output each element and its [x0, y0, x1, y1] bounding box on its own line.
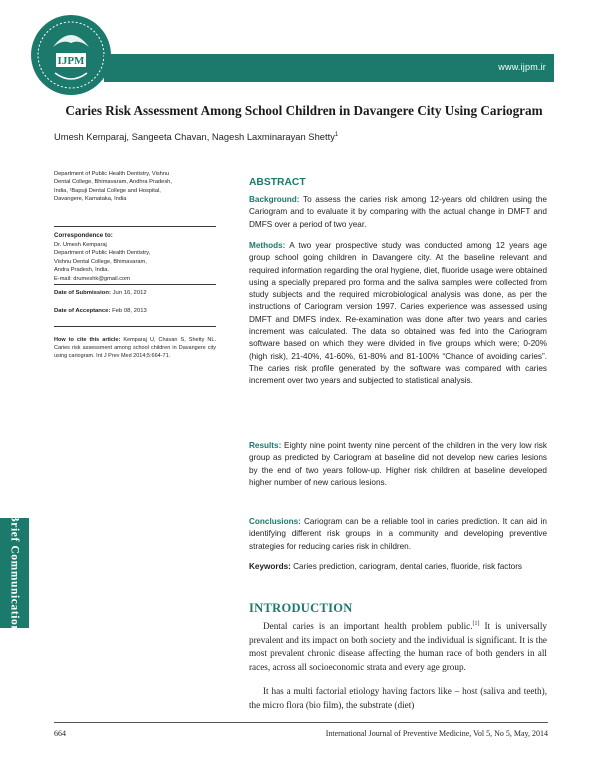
author-list: Umesh Kemparaj, Sangeeta Chavan, Nagesh Laxminarayan Shetty$^1$: [54, 131, 339, 142]
submission-date: Date of Submission: Jun 16, 2012: [54, 290, 147, 296]
section-tab-label: Brief Communication: [8, 513, 21, 633]
correspondence: Dr. Umesh Kemparaj Department of Public Health Dentistry, Vishnu Dental College, Bhimavaram, Andra Pradesh, India. E-mail: drumeshk@gmail.com: [54, 241, 214, 283]
abstract-conclusions: Conclusions: Cariogram can be a reliable tool in caries prediction. It can aid in identifying different risk groups in a community and developing preventive strategies for reducing caries risk in children.: [249, 517, 547, 551]
journal-citation: International Journal of Preventive Medicine, Vol 5, No 5, May, 2014: [325, 729, 548, 738]
abstract-heading: ABSTRACT: [249, 177, 306, 188]
introduction-paragraph: Dental caries is an important health problem public.[1] It is universally prevalent and its impact on both society and the individual is significant. It is the most prevalent chronic disease affecting the human race of both genders in all races, across all socioeconomic strata and every age group.: [249, 621, 547, 672]
abstract-background: Background: To assess the caries risk among 12-years old children using the Cariogram and to evaluate it by comparing with the actual change in DMFT and DMFS over a period of two year.: [249, 195, 547, 229]
logo-text: IJPM: [57, 55, 85, 67]
footer-rule: [54, 722, 548, 723]
abstract-methods: Methods: A two year prospective study was conducted among 12 years age group school going children in Davangere city. At the baseline relevant and required information regarding the oral hygiene, diet, fluoride usage were obtained using a specially prepared pro forma and the saliva samples were collected from study subjects and the required microbiological analysis was done, as per the instructions of Cariogram version 1997. Caries experience was assessed using DMFT and DMFS index. Re-examination was done after two years and caries increment was calculated. The data so obtained was fed into the Cariogram software based on which they were divided in five groups which were; 0-20% (high risk), 21-40%, 41-60%, 61-80% and 81-100% “Chance of avoiding caries”. The caries risk profile generated by the software was compared with caries increment over two years and subjected to statistical analysis.: [249, 241, 548, 386]
introduction-heading: INTRODUCTION: [249, 601, 353, 615]
abstract-results: Results: Eighty nine point twenty nine percent of the children in the very low risk group as predicted by Cariogram at baseline did not develop new caries lesions by the end of two years follow-up. Higher risk children at baseline developed higher number of new carious lesions.: [249, 441, 547, 487]
page-number: 664: [54, 729, 66, 738]
divider: [54, 226, 216, 227]
journal-logo: [29, 13, 113, 97]
header-bar: [104, 54, 554, 82]
divider: [54, 284, 216, 285]
article-title: Caries Risk Assessment Among School Children in Davangere City Using Cariogram: [65, 103, 543, 118]
correspondence-email[interactable]: E-mail: drumeshk@gmail.com: [54, 275, 130, 282]
abstract-keywords: Keywords: Caries prediction, cariogram, dental caries, fluoride, risk factors: [249, 562, 523, 571]
journal-url[interactable]: www.ijpm.ir: [498, 62, 546, 72]
introduction-paragraph: It has a multi factorial etiology having factors like – host (saliva and teeth), the micro flora (bio film), the substrate (diet): [249, 686, 547, 710]
correspondence-heading: Correspondence to:: [54, 232, 113, 239]
affiliation: Department of Public Health Dentistry, Vishnu Dental College, Bhimavaram, Andhra Pradesh, India, ¹Bapuji Dental College and Hospital, Davangere, Karnataka, India: [54, 171, 172, 202]
acceptance-date: Date of Acceptance: Feb 08, 2013: [54, 308, 147, 314]
citation: How to cite this article: Kemparaj U, Chavan S, Shetty NL. Caries risk assessment among school children in Davangere city using cariogram. Int J Prev Med 2014;5:664-71.: [54, 337, 216, 359]
divider: [54, 326, 216, 327]
